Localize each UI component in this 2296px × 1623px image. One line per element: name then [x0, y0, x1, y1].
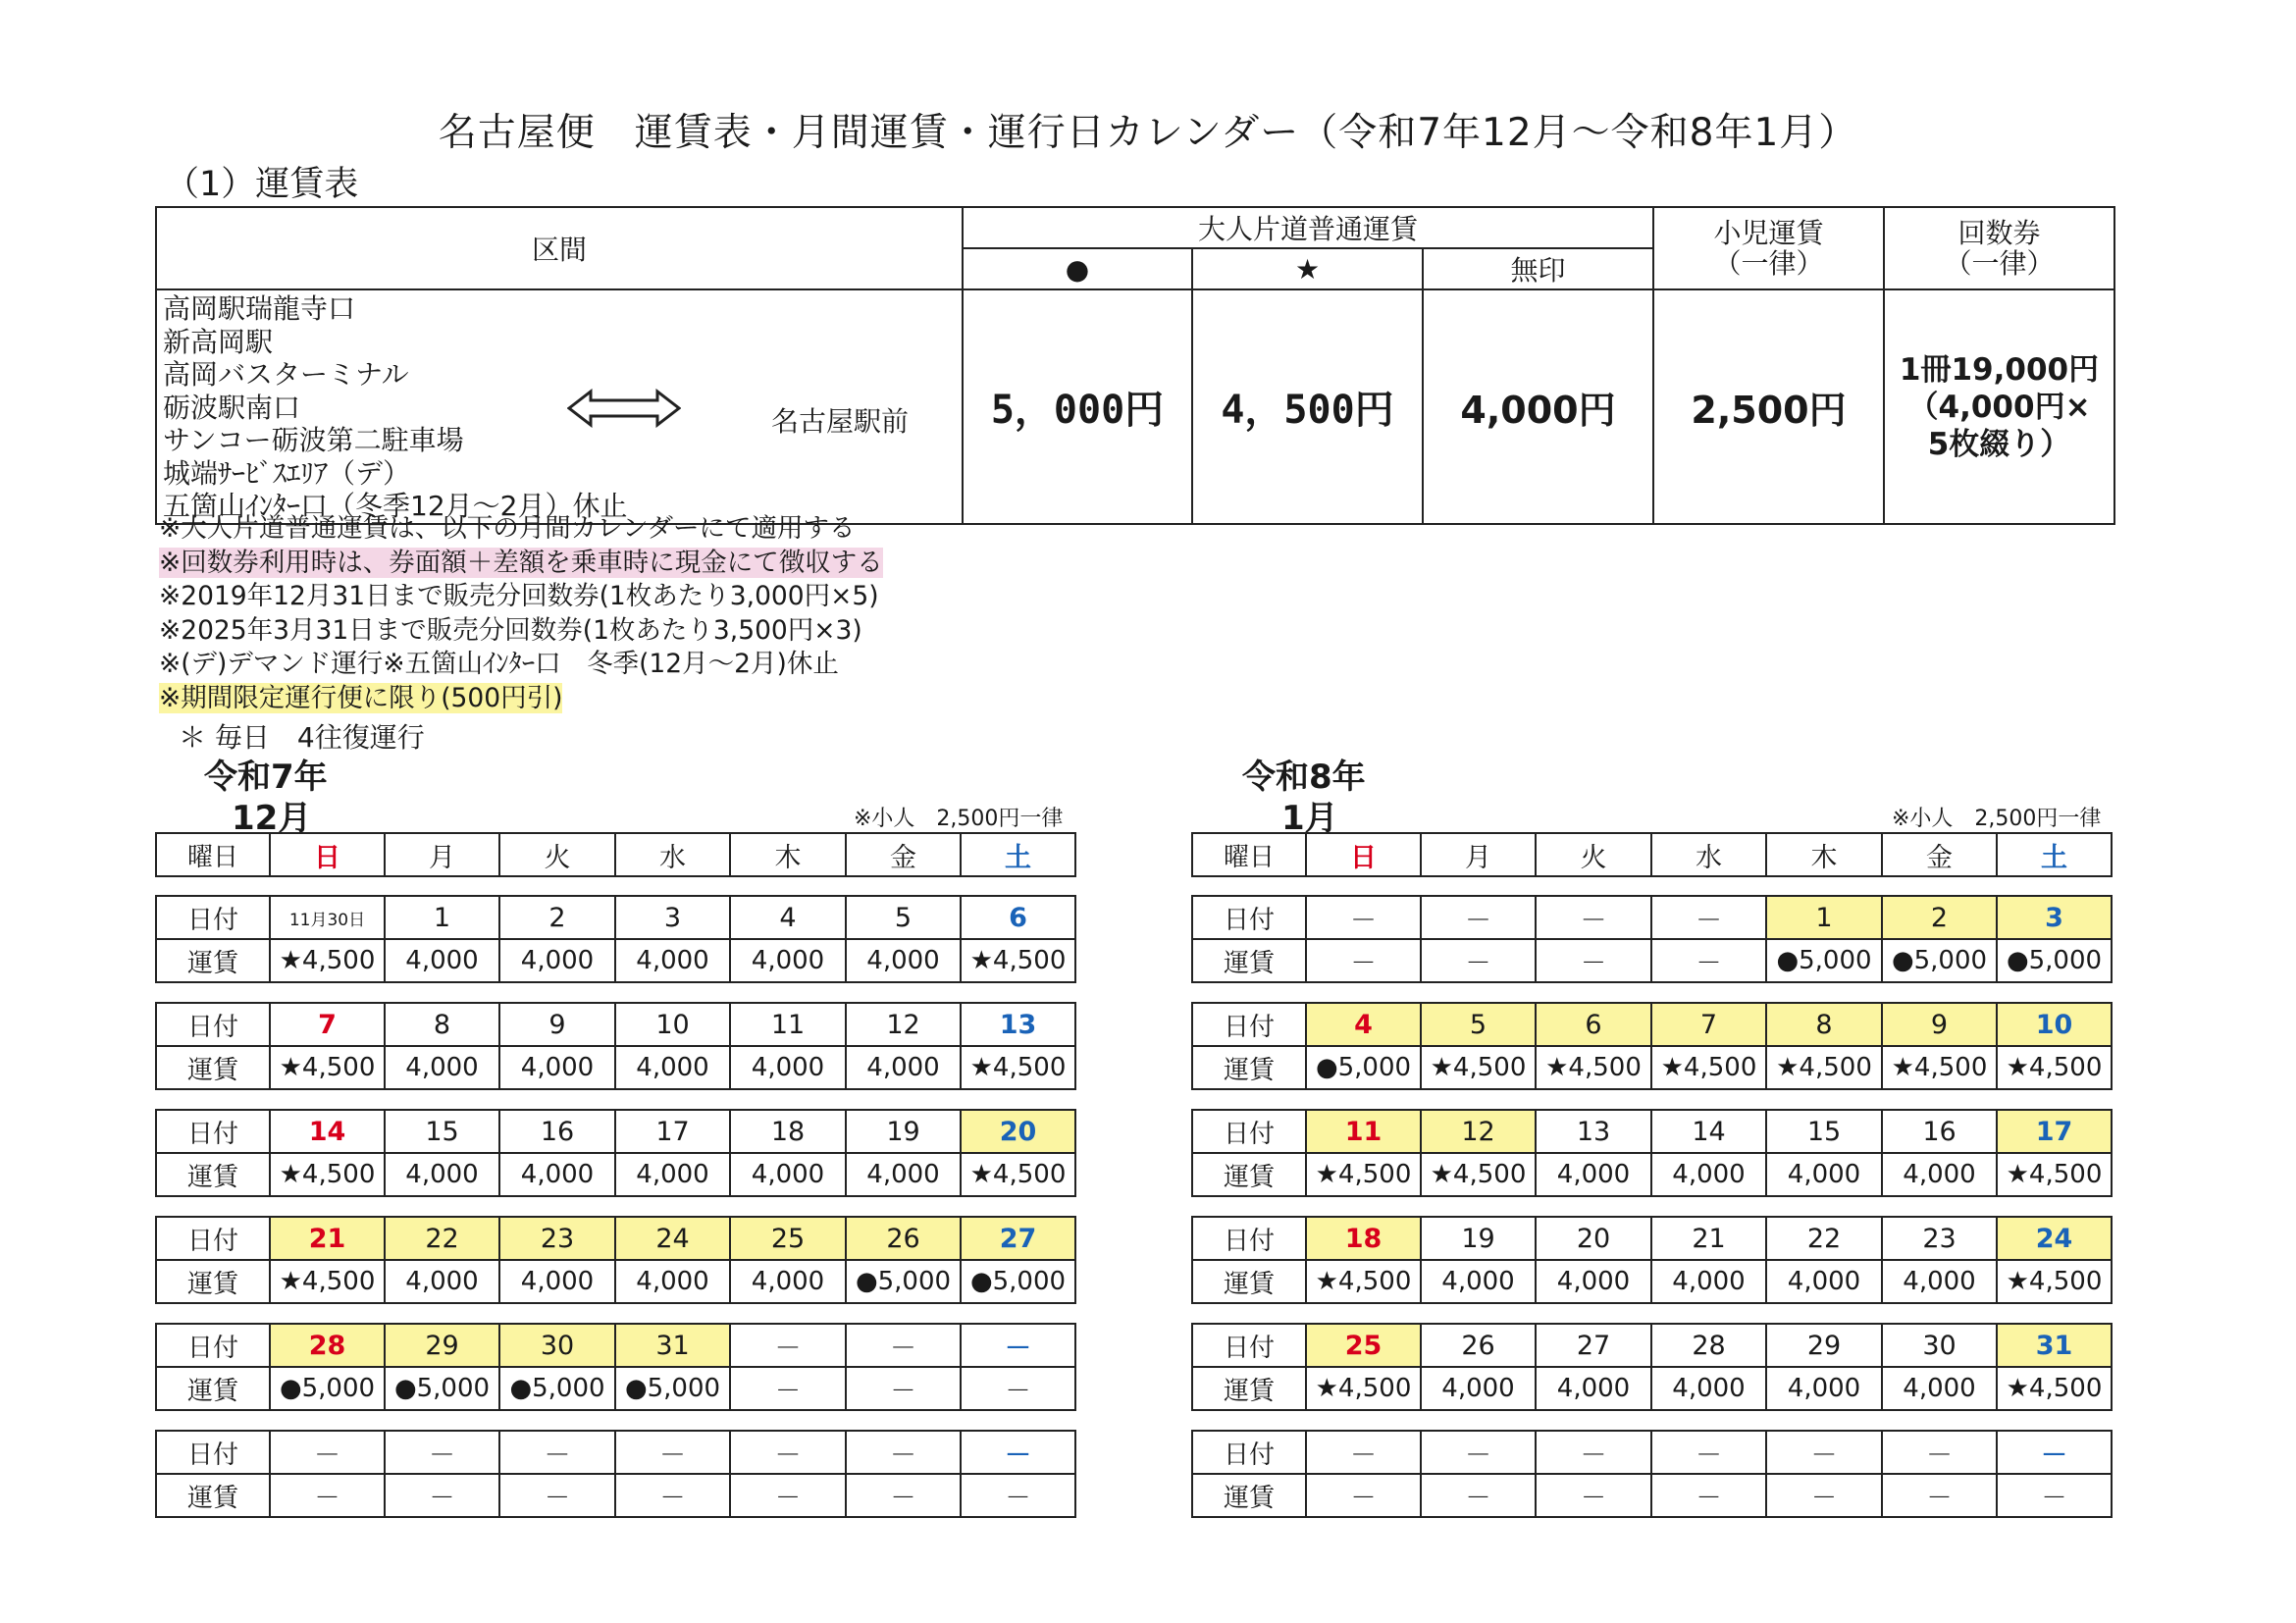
- fare-cell: －: [615, 1474, 730, 1517]
- date-cell: －: [1651, 896, 1766, 939]
- date-cell: 31: [1997, 1324, 2112, 1367]
- fare-cell: －: [1536, 939, 1651, 982]
- week-block: [1191, 1430, 2113, 1518]
- fare-cell: ★4,500: [961, 939, 1075, 982]
- date-cell: 6: [1536, 1003, 1651, 1046]
- date-row: [1192, 896, 2112, 939]
- child-fare-note: ※小人 2,500円一律: [1892, 807, 2102, 831]
- date-cell: 26: [1421, 1324, 1536, 1367]
- date-row: [1192, 1003, 2112, 1046]
- date-cell: 12: [846, 1003, 961, 1046]
- fare-cell: ★4,500: [1536, 1046, 1651, 1089]
- star-fare-header: ★: [1192, 248, 1423, 289]
- date-row-label: 日付: [156, 1324, 270, 1367]
- fare-cell: －: [961, 1474, 1075, 1517]
- fare-cell: 4,000: [499, 1046, 615, 1089]
- fare-cell: －: [1766, 1474, 1882, 1517]
- week-block: [155, 1216, 1076, 1304]
- date-cell: 9: [1882, 1003, 1997, 1046]
- date-cell: 24: [615, 1217, 730, 1260]
- weekday-cell: 木: [730, 833, 846, 876]
- coupon-header-line1: 回数券: [1957, 217, 2041, 249]
- date-cell: 20: [961, 1110, 1075, 1153]
- coupon-value: [1884, 289, 2114, 524]
- destination-label: 名古屋駅前: [771, 405, 910, 438]
- fare-cell: 4,000: [730, 1260, 846, 1303]
- fare-cell: 4,000: [1536, 1260, 1651, 1303]
- date-cell: 14: [270, 1110, 385, 1153]
- date-row-label: 日付: [156, 1003, 270, 1046]
- date-cell: 1: [385, 896, 499, 939]
- fare-row: [1192, 1046, 2112, 1089]
- fare-cell: －: [1651, 1474, 1766, 1517]
- fare-row-label: 運賃: [156, 939, 270, 982]
- date-cell: 4: [730, 896, 846, 939]
- fare-row: [156, 1474, 1075, 1517]
- weekday-label: 曜日: [156, 833, 270, 876]
- date-cell: 29: [385, 1324, 499, 1367]
- date-cell: －: [730, 1431, 846, 1474]
- date-row-label: 日付: [156, 1110, 270, 1153]
- date-cell: －: [961, 1431, 1075, 1474]
- date-cell: 24: [1997, 1217, 2112, 1260]
- date-cell: 2: [1882, 896, 1997, 939]
- weekday-cell: 土: [1997, 833, 2112, 876]
- fare-cell: －: [1421, 1474, 1536, 1517]
- date-cell: －: [1997, 1431, 2112, 1474]
- note-line: ※(デ)デマンド運行※五箇山ｲﾝﾀｰ口 冬季(12月～2月)休止: [159, 649, 839, 680]
- date-row-label: 日付: [156, 1431, 270, 1474]
- fare-cell: 4,000: [1882, 1260, 1997, 1303]
- date-cell: －: [1651, 1431, 1766, 1474]
- fare-row: [1192, 1474, 2112, 1517]
- coupon-line: （4,000円×: [1907, 389, 2091, 425]
- fare-row: [156, 1367, 1075, 1410]
- fare-row-label: 運賃: [1192, 1367, 1306, 1410]
- date-cell: 8: [1766, 1003, 1882, 1046]
- week-block: [155, 1430, 1076, 1518]
- fare-cell: 4,000: [499, 939, 615, 982]
- fare-cell: 4,000: [846, 939, 961, 982]
- fare-cell: 4,000: [1536, 1367, 1651, 1410]
- date-row-label: 日付: [156, 1217, 270, 1260]
- week-block: [155, 1109, 1076, 1197]
- weekday-cell: 日: [270, 833, 385, 876]
- date-row: [156, 896, 1075, 939]
- fare-row: [1192, 1367, 2112, 1410]
- date-cell: 31: [615, 1324, 730, 1367]
- fare-cell: ★4,500: [270, 1046, 385, 1089]
- date-cell: 11: [1306, 1110, 1421, 1153]
- note-line: ※2025年3月31日まで販売分回数券(1枚あたり3,500円×3): [159, 614, 862, 646]
- fare-cell: 4,000: [615, 939, 730, 982]
- fare-cell: 4,000: [1766, 1153, 1882, 1196]
- fare-cell: ●5,000: [385, 1367, 499, 1410]
- fare-cell: －: [499, 1474, 615, 1517]
- date-cell: 27: [1536, 1324, 1651, 1367]
- date-cell: 12: [1421, 1110, 1536, 1153]
- date-cell: 7: [1651, 1003, 1766, 1046]
- fare-cell: ★4,500: [1421, 1046, 1536, 1089]
- adult-fare-header: 大人片道普通運賃: [963, 207, 1653, 248]
- stop-item: 五箇山ｲﾝﾀｰ口（冬季12月～2月）休止: [163, 490, 628, 522]
- fare-cell: 4,000: [1882, 1153, 1997, 1196]
- date-cell: 7: [270, 1003, 385, 1046]
- fare-row-label: 運賃: [1192, 939, 1306, 982]
- date-cell: 22: [385, 1217, 499, 1260]
- fare-cell: －: [385, 1474, 499, 1517]
- notes-block: [159, 512, 883, 716]
- fare-row: [1192, 1260, 2112, 1303]
- date-row-label: 日付: [1192, 1110, 1306, 1153]
- fare-cell: 4,000: [1766, 1260, 1882, 1303]
- date-cell: 17: [1997, 1110, 2112, 1153]
- coupon-line: 5枚綴り）: [1927, 426, 2071, 462]
- fare-cell: －: [846, 1474, 961, 1517]
- date-cell: 15: [385, 1110, 499, 1153]
- date-cell: 30: [499, 1324, 615, 1367]
- stop-item: 高岡駅瑞龍寺口: [163, 292, 356, 325]
- date-cell: －: [846, 1324, 961, 1367]
- fare-cell: ★4,500: [1651, 1046, 1766, 1089]
- fare-child-value: 2,500円: [1653, 289, 1884, 524]
- week-block: [1191, 1323, 2113, 1411]
- date-cell: －: [1421, 896, 1536, 939]
- fare-cell: 4,000: [615, 1260, 730, 1303]
- fare-cell: 4,000: [615, 1046, 730, 1089]
- child-fare-note: ※小人 2,500円一律: [854, 807, 1064, 831]
- calendar-month: 1月: [1281, 799, 1338, 838]
- fare-cell: －: [730, 1474, 846, 1517]
- date-row: [156, 1217, 1075, 1260]
- fare-row: [156, 1260, 1075, 1303]
- fare-cell: 4,000: [1421, 1260, 1536, 1303]
- stop-item: 新高岡駅: [163, 325, 274, 358]
- date-cell: 16: [499, 1110, 615, 1153]
- week-block: [1191, 1216, 2113, 1304]
- fare-cell: ★4,500: [270, 1260, 385, 1303]
- section-header: 区間: [156, 207, 963, 289]
- fare-row-label: 運賃: [156, 1260, 270, 1303]
- date-cell: －: [385, 1431, 499, 1474]
- date-row: [1192, 1431, 2112, 1474]
- circle-fare-header: ●: [963, 248, 1192, 289]
- fare-cell: 4,000: [1651, 1367, 1766, 1410]
- weekday-label: 曜日: [1192, 833, 1306, 876]
- date-row: [1192, 1324, 2112, 1367]
- fare-cell: ★4,500: [270, 939, 385, 982]
- date-cell: 3: [615, 896, 730, 939]
- weekday-cell: 金: [1882, 833, 1997, 876]
- stop-item: 城端ｻｰﾋﾞｽｴﾘｱ（デ）: [163, 456, 411, 490]
- fare-row-label: 運賃: [156, 1474, 270, 1517]
- fare-cell: 4,000: [1882, 1367, 1997, 1410]
- date-cell: 14: [1651, 1110, 1766, 1153]
- date-cell: －: [1882, 1431, 1997, 1474]
- date-row-label: 日付: [1192, 896, 1306, 939]
- date-cell: 20: [1536, 1217, 1651, 1260]
- week-block: [155, 1323, 1076, 1411]
- fare-star-value: 4，500円: [1192, 289, 1423, 524]
- coupon-header: [1884, 207, 2114, 289]
- date-cell: －: [499, 1431, 615, 1474]
- date-cell: 2: [499, 896, 615, 939]
- date-cell: 18: [730, 1110, 846, 1153]
- daily-operation-note: ＊ 毎日 4往復運行: [179, 721, 425, 754]
- child-fare-header: [1653, 207, 1884, 289]
- date-cell: －: [1306, 896, 1421, 939]
- fare-cell: ●5,000: [961, 1260, 1075, 1303]
- fare-cell: －: [270, 1474, 385, 1517]
- date-row: [156, 1431, 1075, 1474]
- fare-cell: 4,000: [499, 1260, 615, 1303]
- date-row: [156, 1110, 1075, 1153]
- fare-cell: －: [961, 1367, 1075, 1410]
- fare-cell: ●5,000: [499, 1367, 615, 1410]
- fare-cell: 4,000: [730, 1153, 846, 1196]
- weekday-cell: 土: [961, 833, 1075, 876]
- date-cell: 17: [615, 1110, 730, 1153]
- fare-cell: ★4,500: [1306, 1367, 1421, 1410]
- date-row-label: 日付: [156, 896, 270, 939]
- fare-row-label: 運賃: [1192, 1260, 1306, 1303]
- fare-cell: 4,000: [1421, 1367, 1536, 1410]
- fare-cell: 4,000: [615, 1153, 730, 1196]
- date-cell: 15: [1766, 1110, 1882, 1153]
- date-cell: 29: [1766, 1324, 1882, 1367]
- fare-plain-value: 4,000円: [1423, 289, 1653, 524]
- date-cell: 3: [1997, 896, 2112, 939]
- date-cell: －: [1306, 1431, 1421, 1474]
- date-cell: －: [1766, 1431, 1882, 1474]
- fare-row: [1192, 939, 2112, 982]
- date-cell: 9: [499, 1003, 615, 1046]
- calendar-month: 12月: [232, 799, 312, 838]
- fare-cell: ★4,500: [270, 1153, 385, 1196]
- weekday-cell: 火: [1536, 833, 1651, 876]
- date-cell: －: [270, 1431, 385, 1474]
- date-cell: 21: [1651, 1217, 1766, 1260]
- fare-cell: ●5,000: [1997, 939, 2112, 982]
- date-row: [1192, 1110, 2112, 1153]
- fare-cell: ★4,500: [1882, 1046, 1997, 1089]
- date-cell: 11月30日: [270, 896, 385, 939]
- weekday-cell: 木: [1766, 833, 1882, 876]
- plain-fare-header: 無印: [1423, 248, 1653, 289]
- fare-cell: ★4,500: [1306, 1153, 1421, 1196]
- fare-row: [156, 1153, 1075, 1196]
- date-cell: －: [1536, 896, 1651, 939]
- date-cell: －: [846, 1431, 961, 1474]
- date-cell: 28: [270, 1324, 385, 1367]
- date-cell: 10: [1997, 1003, 2112, 1046]
- date-cell: －: [615, 1431, 730, 1474]
- date-cell: 1: [1766, 896, 1882, 939]
- fare-cell: ●5,000: [1766, 939, 1882, 982]
- date-cell: 22: [1766, 1217, 1882, 1260]
- fare-cell: 4,000: [1651, 1153, 1766, 1196]
- date-cell: 23: [499, 1217, 615, 1260]
- week-block: [1191, 1002, 2113, 1090]
- fare-cell: ★4,500: [1997, 1153, 2112, 1196]
- date-cell: －: [1536, 1431, 1651, 1474]
- date-cell: 5: [846, 896, 961, 939]
- fare-cell: 4,000: [1651, 1260, 1766, 1303]
- week-block: [155, 1002, 1076, 1090]
- weekday-cell: 火: [499, 833, 615, 876]
- date-cell: 23: [1882, 1217, 1997, 1260]
- fare-row-label: 運賃: [1192, 1153, 1306, 1196]
- fare-cell: ★4,500: [1997, 1260, 2112, 1303]
- date-cell: 25: [1306, 1324, 1421, 1367]
- fare-cell: －: [1651, 939, 1766, 982]
- date-cell: 19: [1421, 1217, 1536, 1260]
- weekday-header-row: [1191, 832, 2113, 877]
- weekday-cell: 日: [1306, 833, 1421, 876]
- date-row-label: 日付: [1192, 1003, 1306, 1046]
- date-cell: 13: [1536, 1110, 1651, 1153]
- coupon-header-line2: （一律）: [1944, 247, 2055, 280]
- fare-cell: 4,000: [1766, 1367, 1882, 1410]
- note-line-highlighted: ※期間限定運行便に限り(500円引): [159, 682, 563, 713]
- section-label: （1）運賃表: [165, 165, 359, 204]
- fare-cell: 4,000: [385, 1260, 499, 1303]
- fare-cell: 4,000: [1536, 1153, 1651, 1196]
- date-cell: 13: [961, 1003, 1075, 1046]
- fare-row-label: 運賃: [1192, 1474, 1306, 1517]
- date-cell: 30: [1882, 1324, 1997, 1367]
- date-row: [1192, 1217, 2112, 1260]
- fare-cell: ★4,500: [1306, 1260, 1421, 1303]
- weekday-cell: 水: [615, 833, 730, 876]
- date-cell: 25: [730, 1217, 846, 1260]
- fare-cell: ●5,000: [615, 1367, 730, 1410]
- fare-cell: 4,000: [499, 1153, 615, 1196]
- note-line: ※2019年12月31日まで販売分回数券(1枚あたり3,000円×5): [159, 581, 879, 612]
- date-cell: 4: [1306, 1003, 1421, 1046]
- date-cell: 21: [270, 1217, 385, 1260]
- fare-cell: 4,000: [385, 1153, 499, 1196]
- date-cell: 18: [1306, 1217, 1421, 1260]
- fare-cell: －: [1306, 1474, 1421, 1517]
- fare-cell: －: [1997, 1474, 2112, 1517]
- date-row-label: 日付: [1192, 1217, 1306, 1260]
- fare-row-label: 運賃: [156, 1046, 270, 1089]
- weekday-header-row: [155, 832, 1076, 877]
- child-fare-header-line1: 小児運賃: [1713, 217, 1824, 249]
- week-block: [155, 895, 1076, 983]
- child-fare-header-line2: （一律）: [1713, 247, 1824, 280]
- date-cell: 27: [961, 1217, 1075, 1260]
- fare-row: [156, 1046, 1075, 1089]
- date-cell: 28: [1651, 1324, 1766, 1367]
- date-cell: 11: [730, 1003, 846, 1046]
- fare-cell: ★4,500: [961, 1153, 1075, 1196]
- fare-cell: 4,000: [846, 1153, 961, 1196]
- fare-row: [1192, 1153, 2112, 1196]
- fare-cell: ★4,500: [1421, 1153, 1536, 1196]
- fare-cell: 4,000: [385, 939, 499, 982]
- fare-row-label: 運賃: [156, 1153, 270, 1196]
- date-cell: －: [730, 1324, 846, 1367]
- fare-cell: －: [1882, 1474, 1997, 1517]
- fare-cell: 4,000: [730, 939, 846, 982]
- fare-row-label: 運賃: [156, 1367, 270, 1410]
- date-cell: 26: [846, 1217, 961, 1260]
- fare-cell: 4,000: [846, 1046, 961, 1089]
- date-row: [156, 1324, 1075, 1367]
- page-title: 名古屋便 運賃表・月間運賃・運行日カレンダー（令和7年12月～令和8年1月）: [438, 111, 1858, 155]
- route-cell: [156, 289, 963, 524]
- date-row-label: 日付: [1192, 1324, 1306, 1367]
- date-cell: －: [1421, 1431, 1536, 1474]
- week-block: [1191, 1109, 2113, 1197]
- stop-list: [163, 292, 627, 523]
- fare-circle-value: 5，000円: [963, 289, 1192, 524]
- double-arrow-icon: [567, 389, 681, 428]
- weekday-cell: 月: [385, 833, 499, 876]
- date-row: [156, 1003, 1075, 1046]
- fare-cell: －: [730, 1367, 846, 1410]
- fare-cell: －: [1306, 939, 1421, 982]
- fare-cell: ●5,000: [1882, 939, 1997, 982]
- note-line: ※大人片道普通運賃は、以下の月間カレンダーにて適用する: [159, 513, 856, 544]
- date-cell: 5: [1421, 1003, 1536, 1046]
- fare-cell: 4,000: [385, 1046, 499, 1089]
- calendar-year: 令和7年: [204, 758, 328, 797]
- fare-cell: ★4,500: [1766, 1046, 1882, 1089]
- fare-cell: ●5,000: [846, 1260, 961, 1303]
- date-cell: 19: [846, 1110, 961, 1153]
- fare-cell: －: [1421, 939, 1536, 982]
- weekday-cell: 水: [1651, 833, 1766, 876]
- date-cell: 8: [385, 1003, 499, 1046]
- calendar-year: 令和8年: [1242, 758, 1366, 797]
- fare-cell: －: [846, 1367, 961, 1410]
- fare-cell: ★4,500: [961, 1046, 1075, 1089]
- fare-table: [155, 206, 2115, 525]
- fare-cell: ★4,500: [1997, 1367, 2112, 1410]
- note-line-highlighted: ※回数券利用時は、券面額＋差額を乗車時に現金にて徴収する: [159, 547, 883, 578]
- date-cell: 16: [1882, 1110, 1997, 1153]
- week-block: [1191, 895, 2113, 983]
- stop-item: サンコー砺波第二駐車場: [163, 424, 464, 456]
- fare-cell: ●5,000: [270, 1367, 385, 1410]
- fare-cell: ★4,500: [1997, 1046, 2112, 1089]
- weekday-cell: 月: [1421, 833, 1536, 876]
- fare-row-label: 運賃: [1192, 1046, 1306, 1089]
- date-row-label: 日付: [1192, 1431, 1306, 1474]
- fare-row: [156, 939, 1075, 982]
- fare-cell: 4,000: [730, 1046, 846, 1089]
- date-cell: －: [961, 1324, 1075, 1367]
- stop-item: 砺波駅南口: [163, 391, 301, 424]
- date-cell: 10: [615, 1003, 730, 1046]
- date-cell: 6: [961, 896, 1075, 939]
- weekday-cell: 金: [846, 833, 961, 876]
- fare-cell: －: [1536, 1474, 1651, 1517]
- stop-item: 高岡バスターミナル: [163, 358, 409, 391]
- coupon-line: 1冊19,000円: [1899, 351, 2100, 388]
- fare-cell: ●5,000: [1306, 1046, 1421, 1089]
